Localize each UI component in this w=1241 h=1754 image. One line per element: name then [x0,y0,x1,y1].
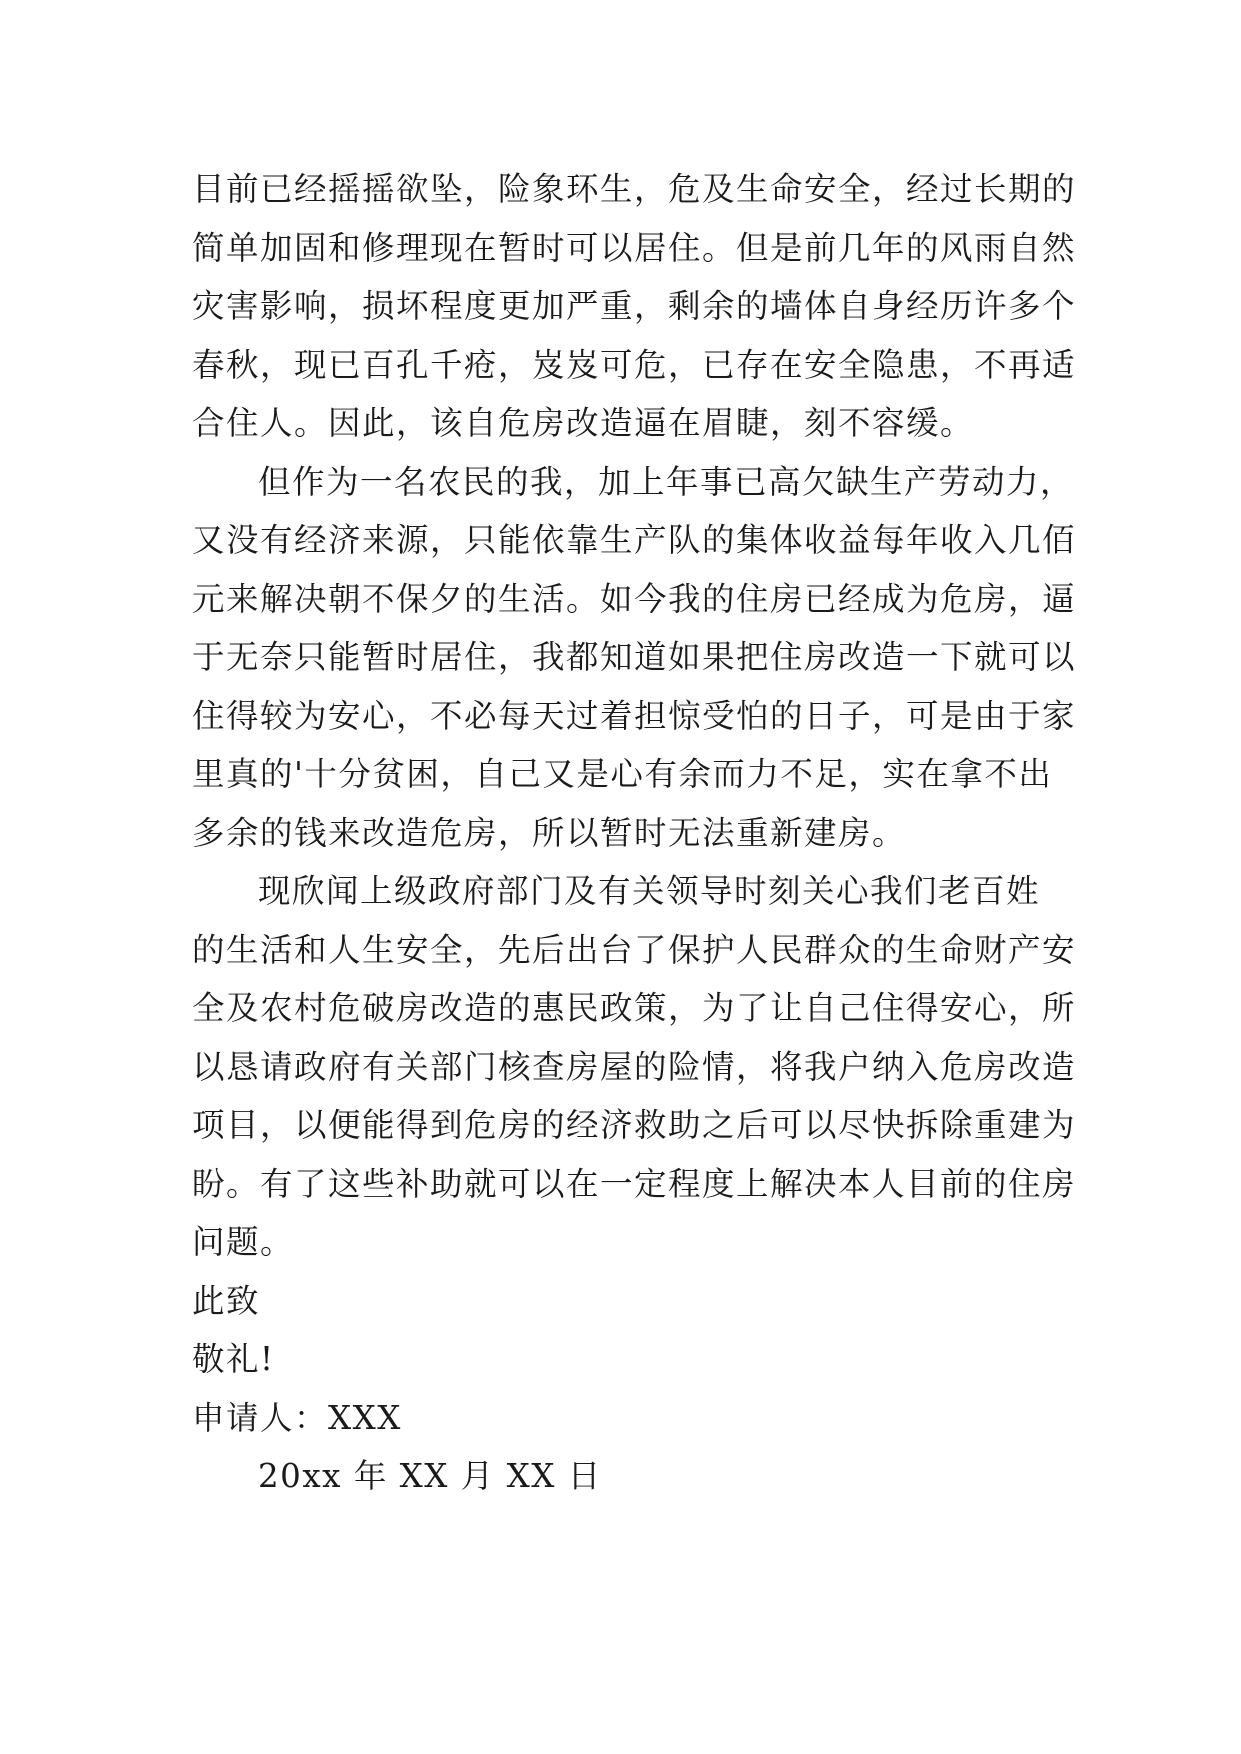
text-line: 合住人。因此，该自危房改造逼在眉睫，刻不容缓。 [192,404,975,442]
applicant-signature: 申请人：XXX [192,1398,402,1437]
document-body [192,160,1077,1506]
text-line: 目前已经摇摇欲坠，险象环生，危及生命安全，经过长期的 [192,170,1077,208]
text-line: 的生活和人生安全，先后出台了保护人民群众的生命财产安 [192,930,1077,969]
text-line: 春秋，现已百孔千疮，岌岌可危，已存在安全隐患，不再适 [192,345,1077,384]
text-line: 元来解决朝不保夕的生活。如今我的住房已经成为危房，逼 [192,579,1077,618]
text-line: 简单加固和修理现在暂时可以居住。但是前几年的风雨自然 [192,228,1077,267]
paragraph-3 [192,862,1077,1272]
text-line: 多余的钱来改造危房，所以暂时无法重新建房。 [192,813,907,852]
text-line: 于无奈只能暂时居住，我都知道如果把住房改造一下就可以 [192,638,1077,676]
text-line: 住得较为安心，不必每天过着担惊受怕的日子，可是由于家 [192,696,1077,735]
closing-regards: 敬礼! [192,1340,275,1378]
text-line: 盼。有了这些补助就可以在一定程度上解决本人目前的住房 [192,1164,1077,1203]
text-line: 项目，以便能得到危房的经济救助之后可以尽快拆除重建为 [192,1106,1077,1144]
text-line: 里真的'十分贫困，自己又是心有余而力不足，实在拿不出 [192,755,1053,793]
paragraph-1 [192,160,1077,453]
text-line: 又没有经济来源，只能依靠生产队的集体收益每年收入几佰 [192,521,1077,559]
text-line: 灾害影响，损坏程度更加严重，剩余的墙体自身经历许多个 [192,287,1077,325]
text-line: 全及农村危破房改造的惠民政策，为了让自己住得安心，所 [192,989,1077,1027]
text-line: 以恳请政府有关部门核查房屋的险情，将我户纳入危房改造 [192,1047,1077,1086]
text-line: 现欣闻上级政府部门及有关领导时刻关心我们老百姓 [258,872,1041,910]
document-date: 20xx 年 XX 月 XX 日 [258,1457,602,1495]
text-line: 但作为一名农民的我，加上年事已高欠缺生产劳动力， [258,462,1075,501]
text-line: 问题。 [192,1223,295,1261]
paragraph-2 [192,453,1077,863]
closing-salutation: 此致 [192,1281,261,1320]
